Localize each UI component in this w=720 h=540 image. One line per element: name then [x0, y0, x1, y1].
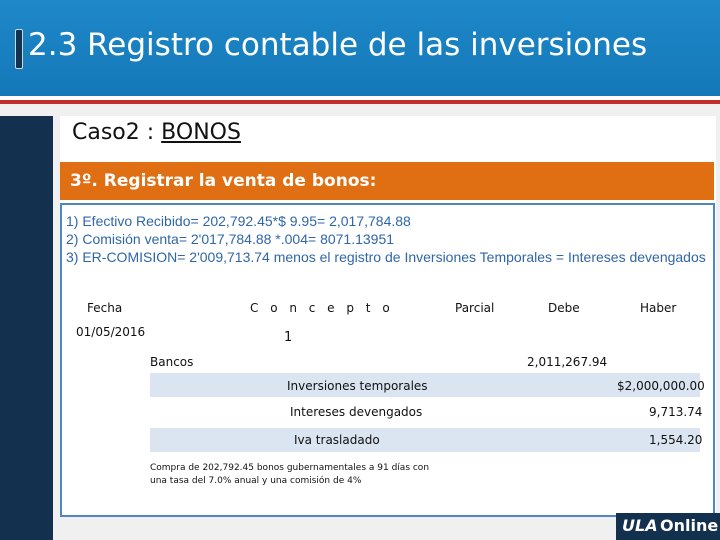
header-bar — [0, 0, 720, 96]
case-prefix: Caso2 : — [72, 120, 162, 145]
entry-number: 1 — [284, 330, 293, 345]
step-title: 3º. Registrar la venta de bonos: — [70, 171, 377, 191]
logo-brand: ULA — [622, 516, 658, 535]
page-title: 2.3 Registro contable de las inversiones — [28, 27, 648, 63]
haber-intereses-devengados: 9,713.74 — [649, 405, 703, 419]
row-shade — [150, 428, 703, 452]
title-accent-bar — [15, 29, 23, 69]
left-sidebar-band — [0, 116, 53, 540]
entry-note: Compra de 202,792.45 bonos gubernamentales a 91 días con una tasa del 7.0% anual y una comisión de 4% — [150, 463, 430, 486]
calc-line: 2) Comisión venta= 2'017,784.88 *.004= 8071.13951 — [66, 231, 395, 247]
haber-iva-trasladado: 1,554.20 — [649, 433, 703, 447]
header-haber: Haber — [640, 301, 677, 315]
ula-online-logo — [616, 513, 720, 540]
entry-date: 01/05/2016 — [76, 325, 146, 339]
logo-suffix: Online — [660, 516, 719, 535]
header-fecha: Fecha — [87, 301, 123, 315]
case-title — [72, 120, 241, 145]
calc-line: 1) Efectivo Recibido= 202,792.45*$ 9.95= 2,017,784.88 — [66, 213, 411, 229]
divider-line — [0, 100, 720, 104]
haber-inversiones-temporales: $2,000,000.00 — [617, 379, 705, 393]
calc-line: 3) ER-COMISION= 2'009,713.74 menos el registro de Inversiones Temporales = Intereses devengados — [66, 249, 706, 265]
account-intereses-devengados: Intereses devengados — [290, 405, 423, 419]
header-concepto: C o n c e p t o — [250, 301, 394, 315]
calculation-lines — [66, 212, 716, 266]
account-iva-trasladado: Iva trasladado — [294, 433, 380, 447]
account-inversiones-temporales: Inversiones temporales — [287, 379, 428, 393]
header-debe: Debe — [548, 301, 580, 315]
account-bancos: Bancos — [150, 355, 194, 369]
header-parcial: Parcial — [455, 301, 495, 315]
debe-bancos: 2,011,267.94 — [527, 355, 608, 369]
case-name: BONOS — [161, 120, 241, 145]
